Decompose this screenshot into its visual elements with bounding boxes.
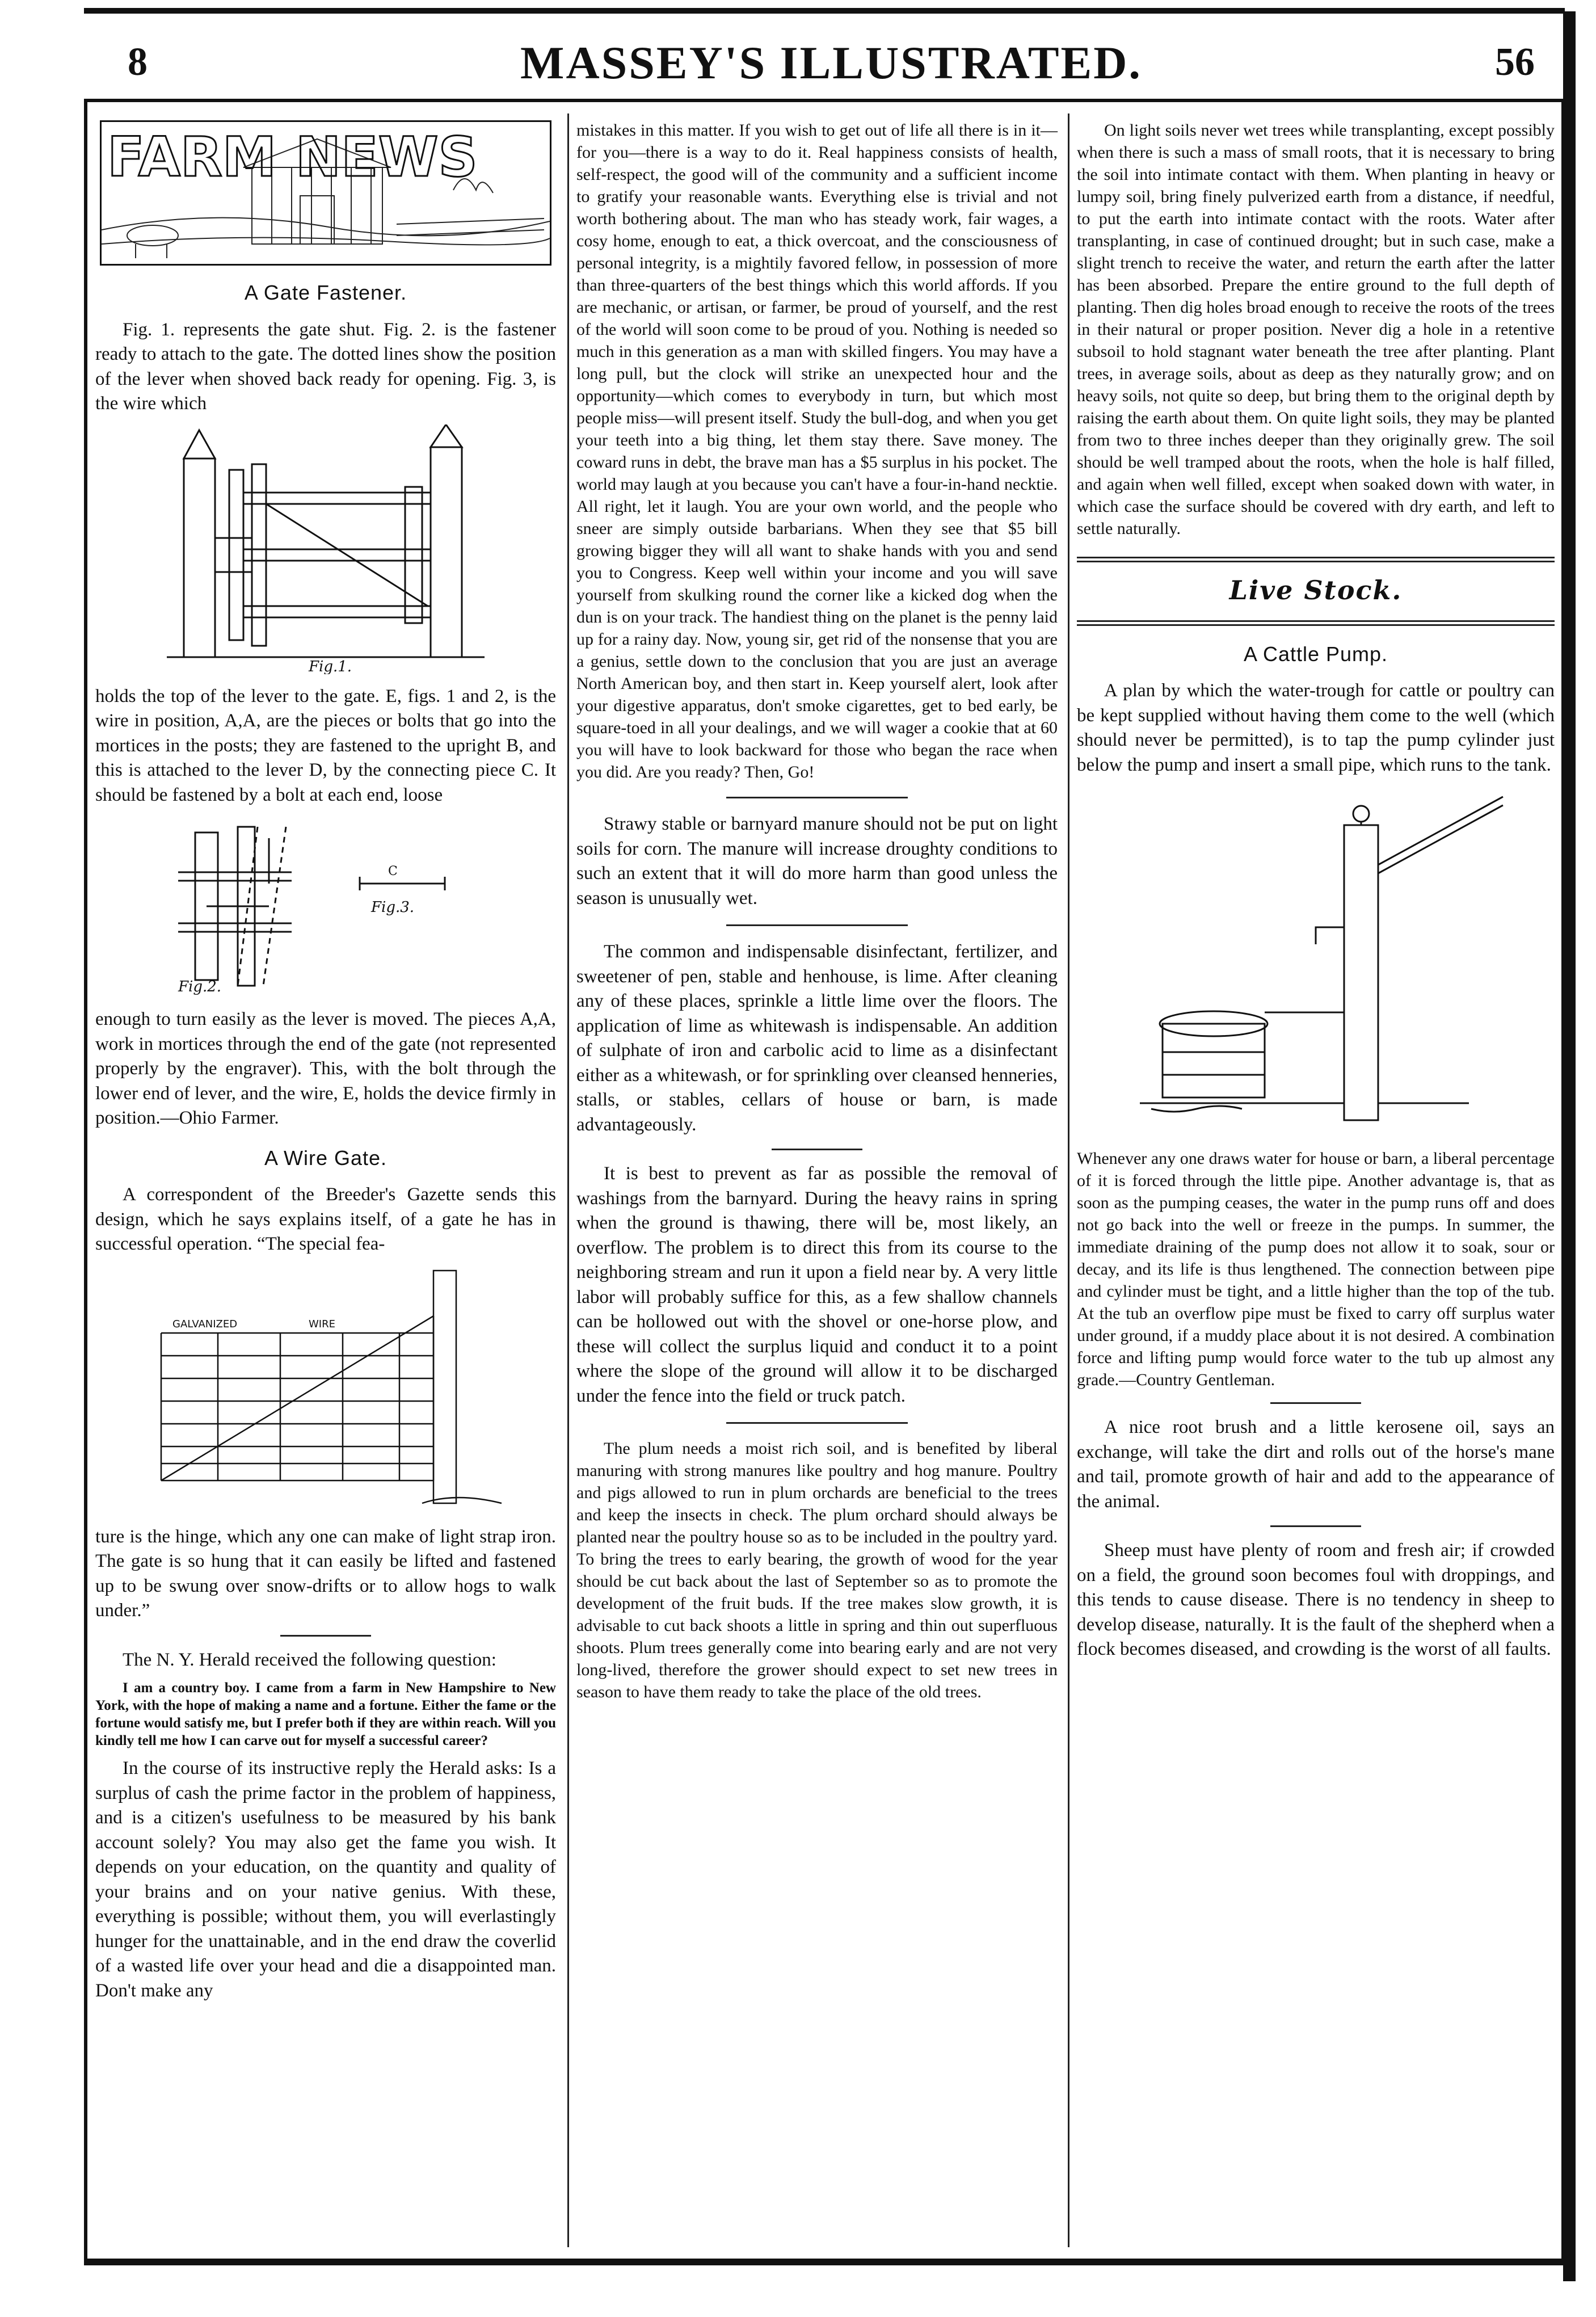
divider xyxy=(726,1422,908,1424)
column-3 xyxy=(1077,119,1555,1669)
paragraph: A nice root brush and a little kerosene oil, says an exchange, will take the dirt and rolls out of the horse's mane and tail, promote growth of hair and add to the appearance of the animal. xyxy=(1077,1417,1555,1512)
reader-question: I am a country boy. I came from a farm in New Hampshire to New York, with the hope of making a name and a fortune. Either the fame or the fortune would satisfy me, but I prefer both if they are within reach. Will you kindly tell me how I can carve out for myself a successful career? xyxy=(95,1680,556,1748)
heading-wire-gate: A Wire Gate. xyxy=(264,1146,388,1170)
fig3-label: Fig.3. xyxy=(371,899,415,916)
divider xyxy=(1270,1402,1361,1404)
paragraph: The plum needs a moist rich soil, and is benefited by liberal manuring with strong manures like poultry and hog manure. Poultry and pigs allowed to run in plum orchards are beneficial to the trees and keep the insects in check. The plum orchard should always be planted near the poultry house so as to be included in the poultry yard. To bring the trees to early bearing, the growth of wood for the year should be cut back about the last of September so as to promote the development of the fruit buds. If the tree makes slow growth, it is advisable to cut back shoots a little in spring and thin out superfluous shoots. Plum trees generally come into bearing early and are not very long-lived, therefore the grower should expect to set new trees in season to have them ready to take the place of the old trees. xyxy=(576,1439,1058,1701)
page-number-right: 56 xyxy=(1495,40,1535,84)
wire-gate-illustration xyxy=(138,1265,513,1515)
paragraph: On light soils never wet trees while transplanting, except possibly when there is such a mass of small roots, that it is necessary to bring the soil into intimate contact with them. When planting in heavy or lumpy soil, bring finely pulverized earth from a distance, if needful, to put the earth into intimate contact with the roots. Water after transplanting, in case of continued drought; but in such case, make a slight trench to receive the water, and return the earth after the latter has been absorbed. Prepare the entire ground to the full depth of planting. Then dig holes broad enough to receive the roots of the trees in their natural or proper position. Never dig a hole in a retentive subsoil to hold stagnant water beneath the tree after planting. Plant trees, in average soils, about as deep as they naturally grow; and on heavy soils, not quite so deep, but bring them to the original depth by raising the earth about them. On quite light soils, they may be planted from two to three inches deeper than they originally grew. The soil should be well tramped about the roots, when the hole is half filled, and again when well filled, except when soaked down with water, in which case the surface should be covered with dry earth, and left to settle naturally. xyxy=(1077,121,1555,538)
paragraph: Whenever any one draws water for house or barn, a liberal percentage of it is forced through the little pipe. Another advantage is, that as soon as the pumping ceases, the water in the pump runs off and does not go back into the well or freeze in the pumps. In summer, the immediate draining of the pump does not allow it to soak, sour or decay, and its life is thus lengthened. The connection between pipe and cylinder must be tight, and a little higher than the top of the tub. At the tub an overflow pipe must be fixed to carry off surplus water under ground, if a muddy place about it is not desired. A combination force and lifting pump would force water to the tub up almost any grade.—Country Gentleman. xyxy=(1077,1149,1555,1389)
svg-text:C: C xyxy=(388,864,398,878)
page-edge xyxy=(1563,11,1576,2281)
divider xyxy=(726,797,908,798)
farm-news-banner xyxy=(100,120,551,266)
section-heading-live-stock: Live Stock. xyxy=(1229,575,1403,605)
column-separator xyxy=(1068,113,1069,2247)
paragraph: A correspondent of the Breeder's Gazette sends this design, which he says explains itself, of a gate he has in successful operation. “The special fea- xyxy=(95,1184,556,1254)
divider xyxy=(772,1149,862,1150)
paragraph: mistakes in this matter. If you wish to get out of life all there is in it—for you—there is a way to do it. Real happiness consists of health, self-respect, the good will of the community and a sufficient income to gratify your reasonable wants. Everything else is trivial and not worth bothering about. The man who has steady work, fair wages, a cosy home, enough to eat, a thick overcoat, and the consciousness of personal integrity, is a mightily favored fellow, in possession of more than three-quarters of the best things which this world affords. If you are mechanic, or artisan, or farmer, be proud of yourself, and the rest of the world will soon come to be proud of you. Nothing is needed so much in this generation as a man with skilled fingers. You may have a long pull, but the clock will strike an unexpected hour and the opportunity—which comes to everybody in turn, but which most people miss—will present itself. Study the bull-dog, and when you get your teeth into a big thing, let them stay there. Save money. The coward runs in debt, the brave man has a $5 surplus in his pocket. The world may laugh at you because you can't have a four-in-hand necktie. All right, let it laugh. You are your own world, and the people who sneer are simply outside barbarians. When they see that $5 bill growing bigger they will all want to shake hands with you and send you to Congress. Keep well within your income and you will save yourself from skulking round the corner like a kicked dog when the dun is on your track. The handiest thing on the planet is the penny laid up for a rainy day. Now, young sir, get rid of the nonsense that you are a genius, settle down to the conclusion that you are just an average North American boy, and then start in. Keep yourself alert, look after your digestive apparatus, don't smoke cigarettes, get to bed early, be square-toed in all your dealings, and we will wager a cookie that at 60 you will have to look backward for those who began the race when you did. Are you ready? Then, Go! xyxy=(576,121,1058,781)
header-rule xyxy=(84,99,1565,102)
fig1-label: Fig.1. xyxy=(309,658,352,674)
paragraph: holds the top of the lever to the gate. E, figs. 1 and 2, is the wire in position, A,A, are the pieces or bolts that go into the mortices in the posts; they are fastened to the upright B, and this is attached to the lever D, by the connecting piece C. It should be fastened by a bolt at each end, loose xyxy=(95,686,556,805)
paragraph: In the course of its instructive reply the Herald asks: Is a surplus of cash the prime factor in the problem of happiness, and is a citizen's usefulness to be measured by his bank account solely? You may also get the fame you wish. It depends on your education, on the quantity and quality of your brains and on your native genius. With these, everything is possible; without them, you will everlastingly hunger for the unattainable, and in the end draw the coverlid of a wasted life over your head and die a disappointed man. Don't make any xyxy=(95,1758,556,2001)
paragraph: ture is the hinge, which any one can make of light strap iron. The gate is so hung that it can easily be lifted and fastened up to be swung over snow-drifts or to allow hogs to walk under.” xyxy=(95,1526,556,1621)
paragraph: The common and indispensable disinfectant, fertilizer, and sweetener of pen, stable and henhouse, is lime. After cleaning any of these places, sprinkle a little lime over the floors. The application of lime as whitewash is indispensable. An addition of sulphate of iron and carbolic acid to lime as a disinfectant either as a whitewash, or for sprinkling over cleansed henneries, stalls, or stables, cellars of house or barn, is made advantageously. xyxy=(576,941,1058,1135)
column-1 xyxy=(95,119,556,2010)
top-rule xyxy=(84,8,1565,14)
heading-cattle-pump: A Cattle Pump. xyxy=(1243,642,1388,666)
divider xyxy=(1270,1525,1361,1527)
paragraph: A plan by which the water-trough for cattle or poultry can be kept supplied without having them come to the well (which should never be permitted), is to tap the pump cylinder just below the pump and insert a small pipe, which runs to the tank. xyxy=(1077,680,1555,775)
cattle-pump-illustration xyxy=(1117,785,1514,1137)
paragraph: The N. Y. Herald received the following question: xyxy=(123,1649,496,1670)
paragraph: It is best to prevent as far as possible the removal of washings from the barnyard. During the heavy rains in spring when the ground is thawing, there will be, most likely, an overflow. The problem is to direct this from its course to the neighboring stream and run it upon a field near by. A very little labor will probably suffice for this, as a few shallow channels can be hollowed out with the shovel or one-horse plow, and these will collect the surplus liquid and conduct it to a point where the slope of the ground will allow it to be discharged under the fence into the field or truck patch. xyxy=(576,1163,1058,1406)
paragraph: Strawy stable or barnyard manure should not be put on light soils for corn. The manure will increase droughty conditions to such an extent that it will do more harm than good unless the season is unusually wet. xyxy=(576,814,1058,909)
paragraph: Fig. 1. represents the gate shut. Fig. 2. is the fastener ready to attach to the gate. The dotted lines show the position of the lever when shoved back ready for opening. Fig. 3, is the wire which xyxy=(95,319,556,414)
gate-fastener-fig2-fig3-illustration xyxy=(155,815,496,997)
divider xyxy=(280,1635,371,1637)
fig2-label: Fig.2. xyxy=(178,978,222,995)
banner-text: FARM NEWS xyxy=(107,125,478,189)
heading-gate-fastener: A Gate Fastener. xyxy=(244,281,407,304)
outer-rule-right xyxy=(1561,102,1565,2264)
wire-gate-label-wire: WIRE xyxy=(309,1318,335,1330)
column-2 xyxy=(576,119,1058,1710)
page-number-left: 8 xyxy=(128,40,148,84)
paragraph: enough to turn easily as the lever is moved. The pieces A,A, work in mortices through the end of the gate (not represented properly by the engraver). This, with the bolt through the lower end of lever, and the wire, E, holds the device firmly in position.—Ohio Farmer. xyxy=(95,1009,556,1128)
section-rule xyxy=(1077,620,1555,626)
gate-fastener-fig1-illustration xyxy=(167,424,485,674)
paragraph: Sheep must have plenty of room and fresh air; if crowded on a field, the ground soon becomes foul with droppings, and this tends to cause disease. There is no tendency in sheep to develop disease, naturally. It is the fault of the shepherd when a flock becomes diseased, and crowding is the worst of all faults. xyxy=(1077,1540,1555,1659)
column-separator xyxy=(567,113,569,2247)
masthead-title: MASSEY'S ILLUSTRATED. xyxy=(520,37,1142,89)
bottom-rule xyxy=(84,2259,1565,2265)
section-rule xyxy=(1077,557,1555,562)
wire-gate-label-galvanized: GALVANIZED xyxy=(172,1318,238,1330)
divider xyxy=(726,924,908,926)
outer-rule-left xyxy=(84,102,87,2264)
